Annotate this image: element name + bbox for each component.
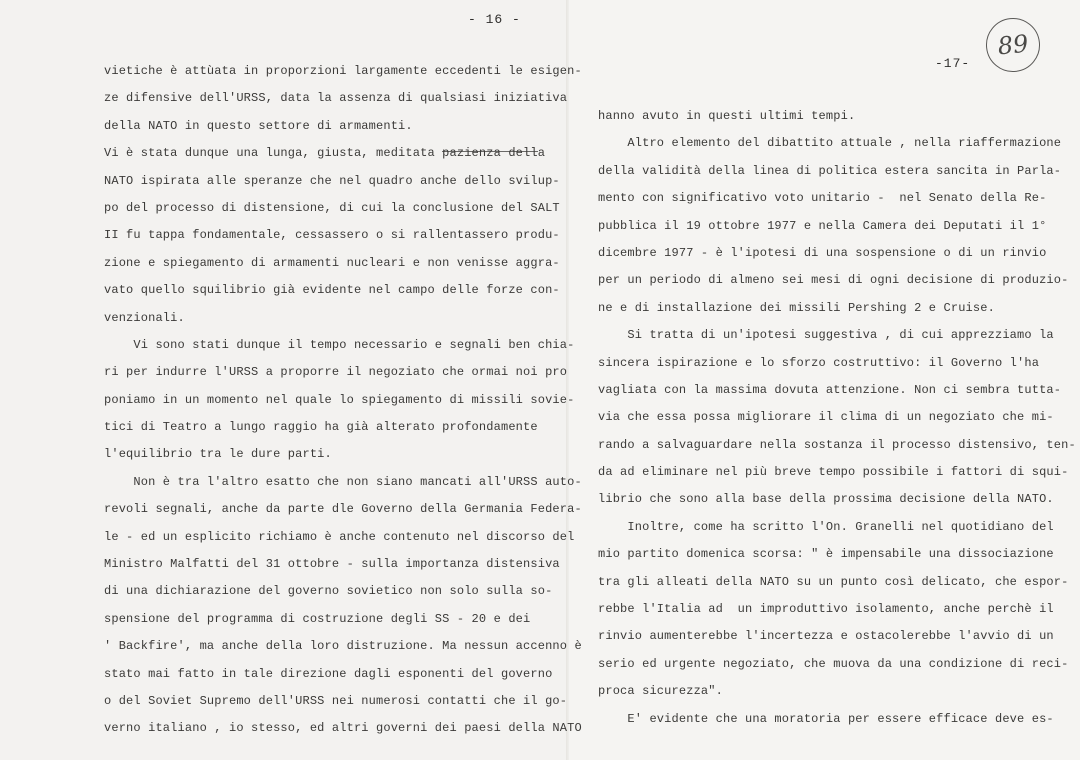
text-line: verno italiano , io stesso, ed altri governi dei paesi della NATO — [104, 721, 582, 736]
text-line: Vi è stata dunque una lunga, giusta, meditata pazienza della — [104, 146, 546, 161]
text-line: Vi sono stati dunque il tempo necessario e segnali ben chia- — [104, 337, 575, 352]
left-page-text — [104, 58, 582, 743]
text-line: vietiche è attùata in proporzioni largamente eccedenti le esigen- — [104, 64, 582, 78]
text-line: Ministro Malfatti del 31 ottobre - sulla importanza distensiva — [104, 557, 560, 572]
text-line: Non è tra l'altro esatto che non siano mancati all'URSS auto- — [104, 474, 582, 489]
right-page-number: -17- — [935, 56, 971, 71]
left-page-number: - 16 - — [468, 12, 521, 27]
text-line: stato mai fatto in tale direzione dagli esponenti del governo — [104, 666, 553, 681]
text-line: di una dichiarazione del governo sovietico non solo sulla so- — [104, 584, 553, 599]
text-line: tra gli alleati della NATO su un punto così delicato, che espor- — [598, 574, 1069, 589]
text-line: l'equilibrio tra le dure parti. — [104, 447, 332, 462]
text-line: ne e di installazione dei missili Pershing 2 e Cruise. — [598, 300, 995, 315]
text-line: tici di Teatro a lungo raggio ha già alterato profondamente — [104, 420, 538, 435]
text-line: rando a salvaguardare nella sostanza il processo distensivo, ten- — [598, 437, 1076, 452]
text-line: spensione del programma di costruzione degli SS - 20 e dei — [104, 611, 531, 626]
text-line: poniamo in un momento nel quale lo spiegamento di missili sovie- — [104, 392, 575, 407]
text-line: po del processo di distensione, di cui la conclusione del SALT — [104, 200, 560, 215]
text-line: ze difensive dell'URSS, data la assenza di qualsiasi iniziativa — [104, 91, 568, 106]
text-line: dicembre 1977 - è l'ipotesi di una sospensione o di un rinvio — [598, 245, 1047, 260]
text-line: rebbe l'Italia ad un improduttivo isolamento, anche perchè il — [598, 602, 1054, 617]
archive-stamp-number: 89 — [983, 15, 1042, 74]
text-line: librio che sono alla base della prossima decisione della NATO. — [598, 492, 1054, 507]
text-line: zione e spiegamento di armamenti nucleari e non venisse aggra- — [104, 255, 560, 270]
text-line: pubblica il 19 ottobre 1977 e nella Camera dei Deputati il 1° — [598, 218, 1047, 233]
text-line: le - ed un esplicito richiamo è anche contenuto nel discorso del — [104, 529, 575, 544]
text-line: via che essa possa migliorare il clima di un negoziato che mi- — [598, 410, 1054, 425]
text-line: Inoltre, come ha scritto l'On. Granelli nel quotidiano del — [598, 519, 1054, 534]
text-line: revoli segnali, anche da parte dle Governo della Germania Federa- — [104, 502, 582, 517]
text-line: mento con significativo voto unitario - nel Senato della Re- — [598, 191, 1047, 206]
text-line: hanno avuto in questi ultimi tempi. — [598, 109, 856, 123]
text-line: della NATO in questo settore di armamenti. — [104, 118, 413, 133]
right-page-text — [598, 103, 1076, 733]
text-line: serio ed urgente negoziato, che muova da una condizione di reci- — [598, 656, 1069, 671]
text-line: ri per indurre l'URSS a proporre il negoziato che ormai noi pro — [104, 365, 568, 380]
text-line: II fu tappa fondamentale, cessassero o si rallentassero produ- — [104, 228, 560, 243]
text-line: della validità della linea di politica estera sancita in Parla- — [598, 163, 1062, 178]
text-line: E' evidente che una moratoria per essere efficace deve es- — [598, 711, 1054, 726]
text-line: ' Backfire', ma anche della loro distruzione. Ma nessun accenno è — [104, 639, 582, 654]
text-line: per un periodo di almeno sei mesi di ogni decisione di produzio- — [598, 273, 1069, 288]
text-line: proca sicurezza". — [598, 684, 723, 699]
text-line: sincera ispirazione e lo sforzo costruttivo: il Governo l'ha — [598, 355, 1040, 370]
text-line: da ad eliminare nel più breve tempo possibile i fattori di squi- — [598, 465, 1069, 480]
text-line: rinvio aumenterebbe l'incertezza e ostacolerebbe l'avvio di un — [598, 629, 1054, 644]
text-line: Altro elemento del dibattito attuale , nella riaffermazione — [598, 136, 1062, 151]
text-line: Si tratta di un'ipotesi suggestiva , di cui apprezziamo la — [598, 328, 1054, 343]
text-line: venzionali. — [104, 310, 185, 325]
text-line: mio partito domenica scorsa: " è impensabile una dissociazione — [598, 547, 1054, 562]
text-line: vato quello squilibrio già evidente nel campo delle forze con- — [104, 283, 560, 298]
text-line: o del Soviet Supremo dell'URSS nei numerosi contatti che il go- — [104, 693, 568, 708]
text-line: vagliata con la massima dovuta attenzione. Non ci sembra tutta- — [598, 382, 1062, 397]
text-line: NATO ispirata alle speranze che nel quadro anche dello svilup- — [104, 173, 560, 188]
